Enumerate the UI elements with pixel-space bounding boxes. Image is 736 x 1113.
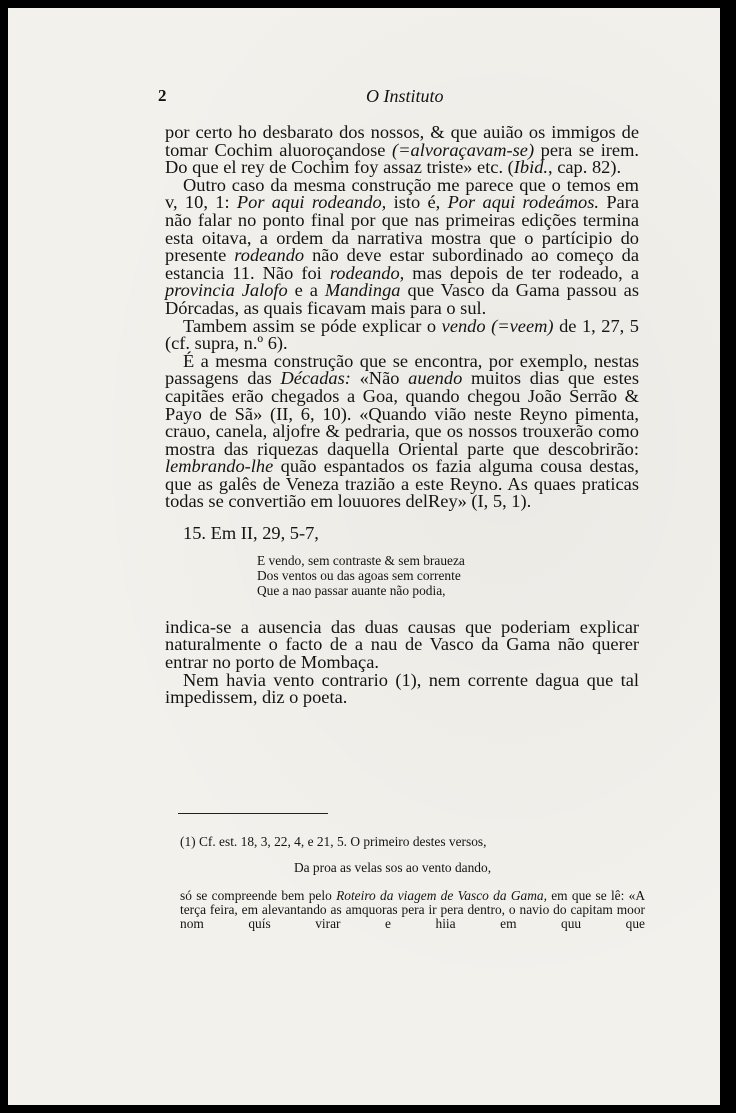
footnote: (1) Cf. est. 18, 3, 22, 4, e 21, 5. O primeiro destes versos,	[180, 834, 487, 849]
paragraph: Outro caso da mesma construção me parece que o temos em v, 10, 1: Por aqui rodeando, isto é, Por aqui rodeámos. Para não falar no ponto final por que nas primeiras edições termina esta oitava, a ordem da narrativa mostra que o partícipio do presente rodeando não deve estar subordinado ao começo da estancia 11. Não foi rodeando, mas depois de ter rodeado, a provincia Jalofo e a Mandinga que Vasco da Gama passou as Dórcadas, as quais ficavam mais para o sul.	[165, 174, 639, 318]
section-number: 15.	[183, 523, 206, 544]
footnotes	[180, 835, 645, 931]
footnote-continuation: só se compreende bem pelo Roteiro da viagem de Vasco da Gama, em que se lê: «A terça feira, em alevantando as amquoras pera ir pera dentro, o navio do capitam moor nom quís virar e hiia em quu que	[180, 887, 645, 932]
page	[8, 8, 720, 1105]
verse-line: Que a nao passar auante não podia,	[257, 583, 446, 599]
footnote-rule	[178, 813, 328, 814]
page-number: 2	[158, 86, 167, 105]
section-heading	[165, 525, 639, 543]
section-reference: Em II, 29, 5-7,	[210, 523, 319, 544]
paragraph: indica-se a ausencia das duas causas que poderiam explicar naturalmente o facto de a nau de Vasco da Gama não querer entrar no porto de Mombaça.	[165, 616, 639, 673]
paragraph: por certo ho desbarato dos nossos, & que auião os immigos de tomar Cochim aluoroçandose (=alvoraçavam-se) pera se irem. Do que el rey de Cochim foy assaz triste» etc. (Ibid., cap. 82).	[165, 122, 640, 178]
footnote-verse: Da proa as velas sos ao vento dando,	[293, 860, 492, 876]
running-title: O Instituto	[366, 86, 444, 106]
verse-quote	[257, 553, 639, 599]
paragraph: É a mesma construção que se encontra, por exemplo, nestas passagens das Décadas: «Não auendo muitos dias que estes capitães erão chegados a Goa, quando chegou João Serrão & Payo de Sã» (II, 6, 10). «Quando vião neste Reyno pimenta, crauo, canela, aljofre & pedraria, que os nossos trouxerão como mostra das riquezas daquella Oriental parte que descobrirão: lembrando-lhe quão espantados os fazia alguma cousa destas, que as galês de Veneza trazião a este Reyno. As quaes praticas todas se convertião em louuores delRey» (I, 5, 1).	[165, 350, 639, 512]
paragraph: Nem havia vento contrario (1), nem corrente dagua que tal impedissem, diz o poeta.	[165, 669, 639, 708]
verse-line: E vendo, sem contraste & sem braueza	[257, 552, 465, 568]
main-text	[165, 124, 639, 707]
verse-line: Dos ventos ou das agoas sem corrente	[257, 568, 461, 584]
paragraph: Tambem assim se póde explicar o vendo (=veem) de 1, 27, 5 (cf. supra, n.º 6).	[165, 315, 639, 354]
page-header	[158, 86, 638, 110]
